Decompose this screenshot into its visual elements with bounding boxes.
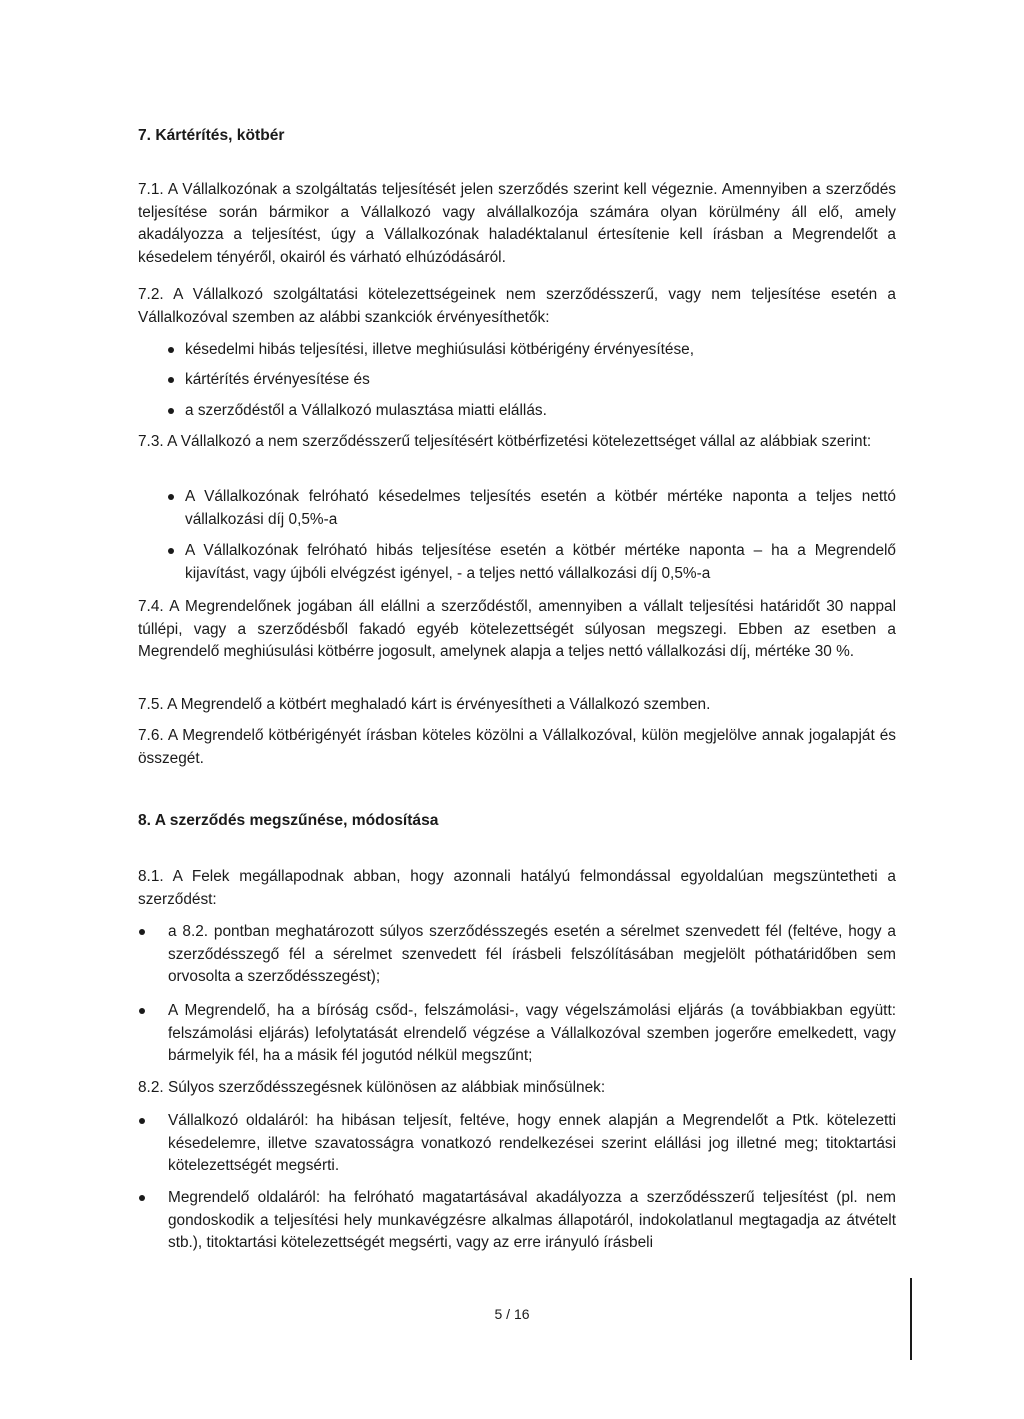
bullet-icon xyxy=(168,408,174,414)
list-item-text: A Vállalkozónak felróható hibás teljesítése esetén a kötbér mértéke naponta – ha a Megrendelő kijavítást, vagy újbóli elvégzést igényel, - a teljes nettó vállalkozási díj 0,5%-a xyxy=(185,542,896,582)
paragraph-7-5: 7.5. A Megrendelő a kötbért meghaladó kárt is érvényesítheti a Vállalkozó szemben. xyxy=(138,696,711,713)
paragraph-8-1: 8.1. A Felek megállapodnak abban, hogy azonnali hatályú felmondással egyoldalúan megszüntetheti a szerződést: xyxy=(138,868,896,908)
paragraph-7-3: 7.3. A Vállalkozó a nem szerződésszerű teljesítésért kötbérfizetési kötelezettséget vállal az alábbiak szerint: xyxy=(138,433,872,450)
page-number: 5 / 16 xyxy=(494,1306,530,1322)
paragraph-7-1: 7.1. A Vállalkozónak a szolgáltatás teljesítését jelen szerződés szerint kell végeznie. Amennyiben a szerződés teljesítése során bármikor a Vállalkozó vagy alvállalkozója számára olyan körülmény áll elő, amely akadályozza a teljesítést, úgy a Vállalkozónak haladéktalanul értesítenie kell írásban a Megrendelőt a késedelem tényéről, okairól és várható elhúzódásáról. xyxy=(138,181,896,266)
bullet-icon xyxy=(168,548,174,554)
list-item-text: kártérítés érvényesítése és xyxy=(185,371,370,388)
list-item-text: Vállalkozó oldaláról: ha hibásan teljesít, feltéve, hogy ennek alapján a Megrendelőt a Ptk. kötelezetti késedelemre, illetve szavatosságra vonatkozó rendelkezései szerint elállási jog illetné meg; titoktartási kötelezettségét megsérti. xyxy=(168,1112,896,1174)
bullet-icon xyxy=(168,347,174,353)
paragraph-8-2: 8.2. Súlyos szerződésszegésnek különösen az alábbiak minősülnek: xyxy=(138,1079,606,1096)
bullet-icon xyxy=(139,1008,145,1014)
bullet-icon xyxy=(168,494,174,500)
bullet-icon xyxy=(168,377,174,383)
list-item-text: A Megrendelő, ha a bíróság csőd-, felszámolási-, vagy végelszámolási eljárás (a továbbiakban együtt: felszámolási eljárás) lefolytatását elrendelő végzése a Vállalkozóval szemben jogerőre emelkedett, vagy bármelyik fél, ha a másik fél jogutód nélkül megszűnt; xyxy=(168,1002,896,1064)
list-item-text: a 8.2. pontban meghatározott súlyos szerződésszegés esetén a sérelmet szenvedett fél (feltéve, hogy a szerződésszegő fél a sérelmet szenvedett fél írásbeli felszólításában megjelölt póthatáridőben sem orvosolta a szerződésszegést); xyxy=(168,923,896,985)
list-item-text: A Vállalkozónak felróható késedelmes teljesítés esetén a kötbér mértéke naponta a teljes nettó vállalkozási díj 0,5%-a xyxy=(185,488,896,528)
list-item-text: késedelmi hibás teljesítési, illetve meghiúsulási kötbérigény érvényesítése, xyxy=(185,341,695,358)
bullet-icon xyxy=(139,929,145,935)
section-8-heading: 8. A szerződés megszűnése, módosítása xyxy=(138,812,439,829)
bullet-icon xyxy=(139,1118,145,1124)
section-7-heading: 7. Kártérítés, kötbér xyxy=(138,127,285,144)
paragraph-7-6: 7.6. A Megrendelő kötbérigényét írásban köteles közölni a Vállalkozóval, külön megjelölve annak jogalapját és összegét. xyxy=(138,727,896,767)
paragraph-7-4: 7.4. A Megrendelőnek jogában áll elállni a szerződéstől, amennyiben a vállalt teljesítési határidőt 30 nappal túllépi, vagy a szerződésből fakadó egyéb kötelezettségét súlyosan megszegi. Ebben az esetben a Megrendelő meghiúsulási kötbérre jogosult, amelynek alapja a teljes nettó vállalkozási díj, mértéke 30 %. xyxy=(138,598,896,660)
list-item-text: a szerződéstől a Vállalkozó mulasztása miatti elállás. xyxy=(185,402,547,419)
paragraph-7-2: 7.2. A Vállalkozó szolgáltatási kötelezettségeinek nem szerződésszerű, vagy nem teljesítése esetén a Vállalkozóval szemben az alábbi szankciók érvényesíthetők: xyxy=(138,286,896,326)
bullet-icon xyxy=(139,1195,145,1201)
list-item-text: Megrendelő oldaláról: ha felróható magatartásával akadályozza a szerződésszerű teljesítést (pl. nem gondoskodik a teljesítési hely munkavégzésre alkalmas állapotáról, indokolatlanul megtagadja az átvételt stb.), titoktartási kötelezettségét megsérti, vagy az erre irányuló írásbeli xyxy=(168,1189,896,1251)
